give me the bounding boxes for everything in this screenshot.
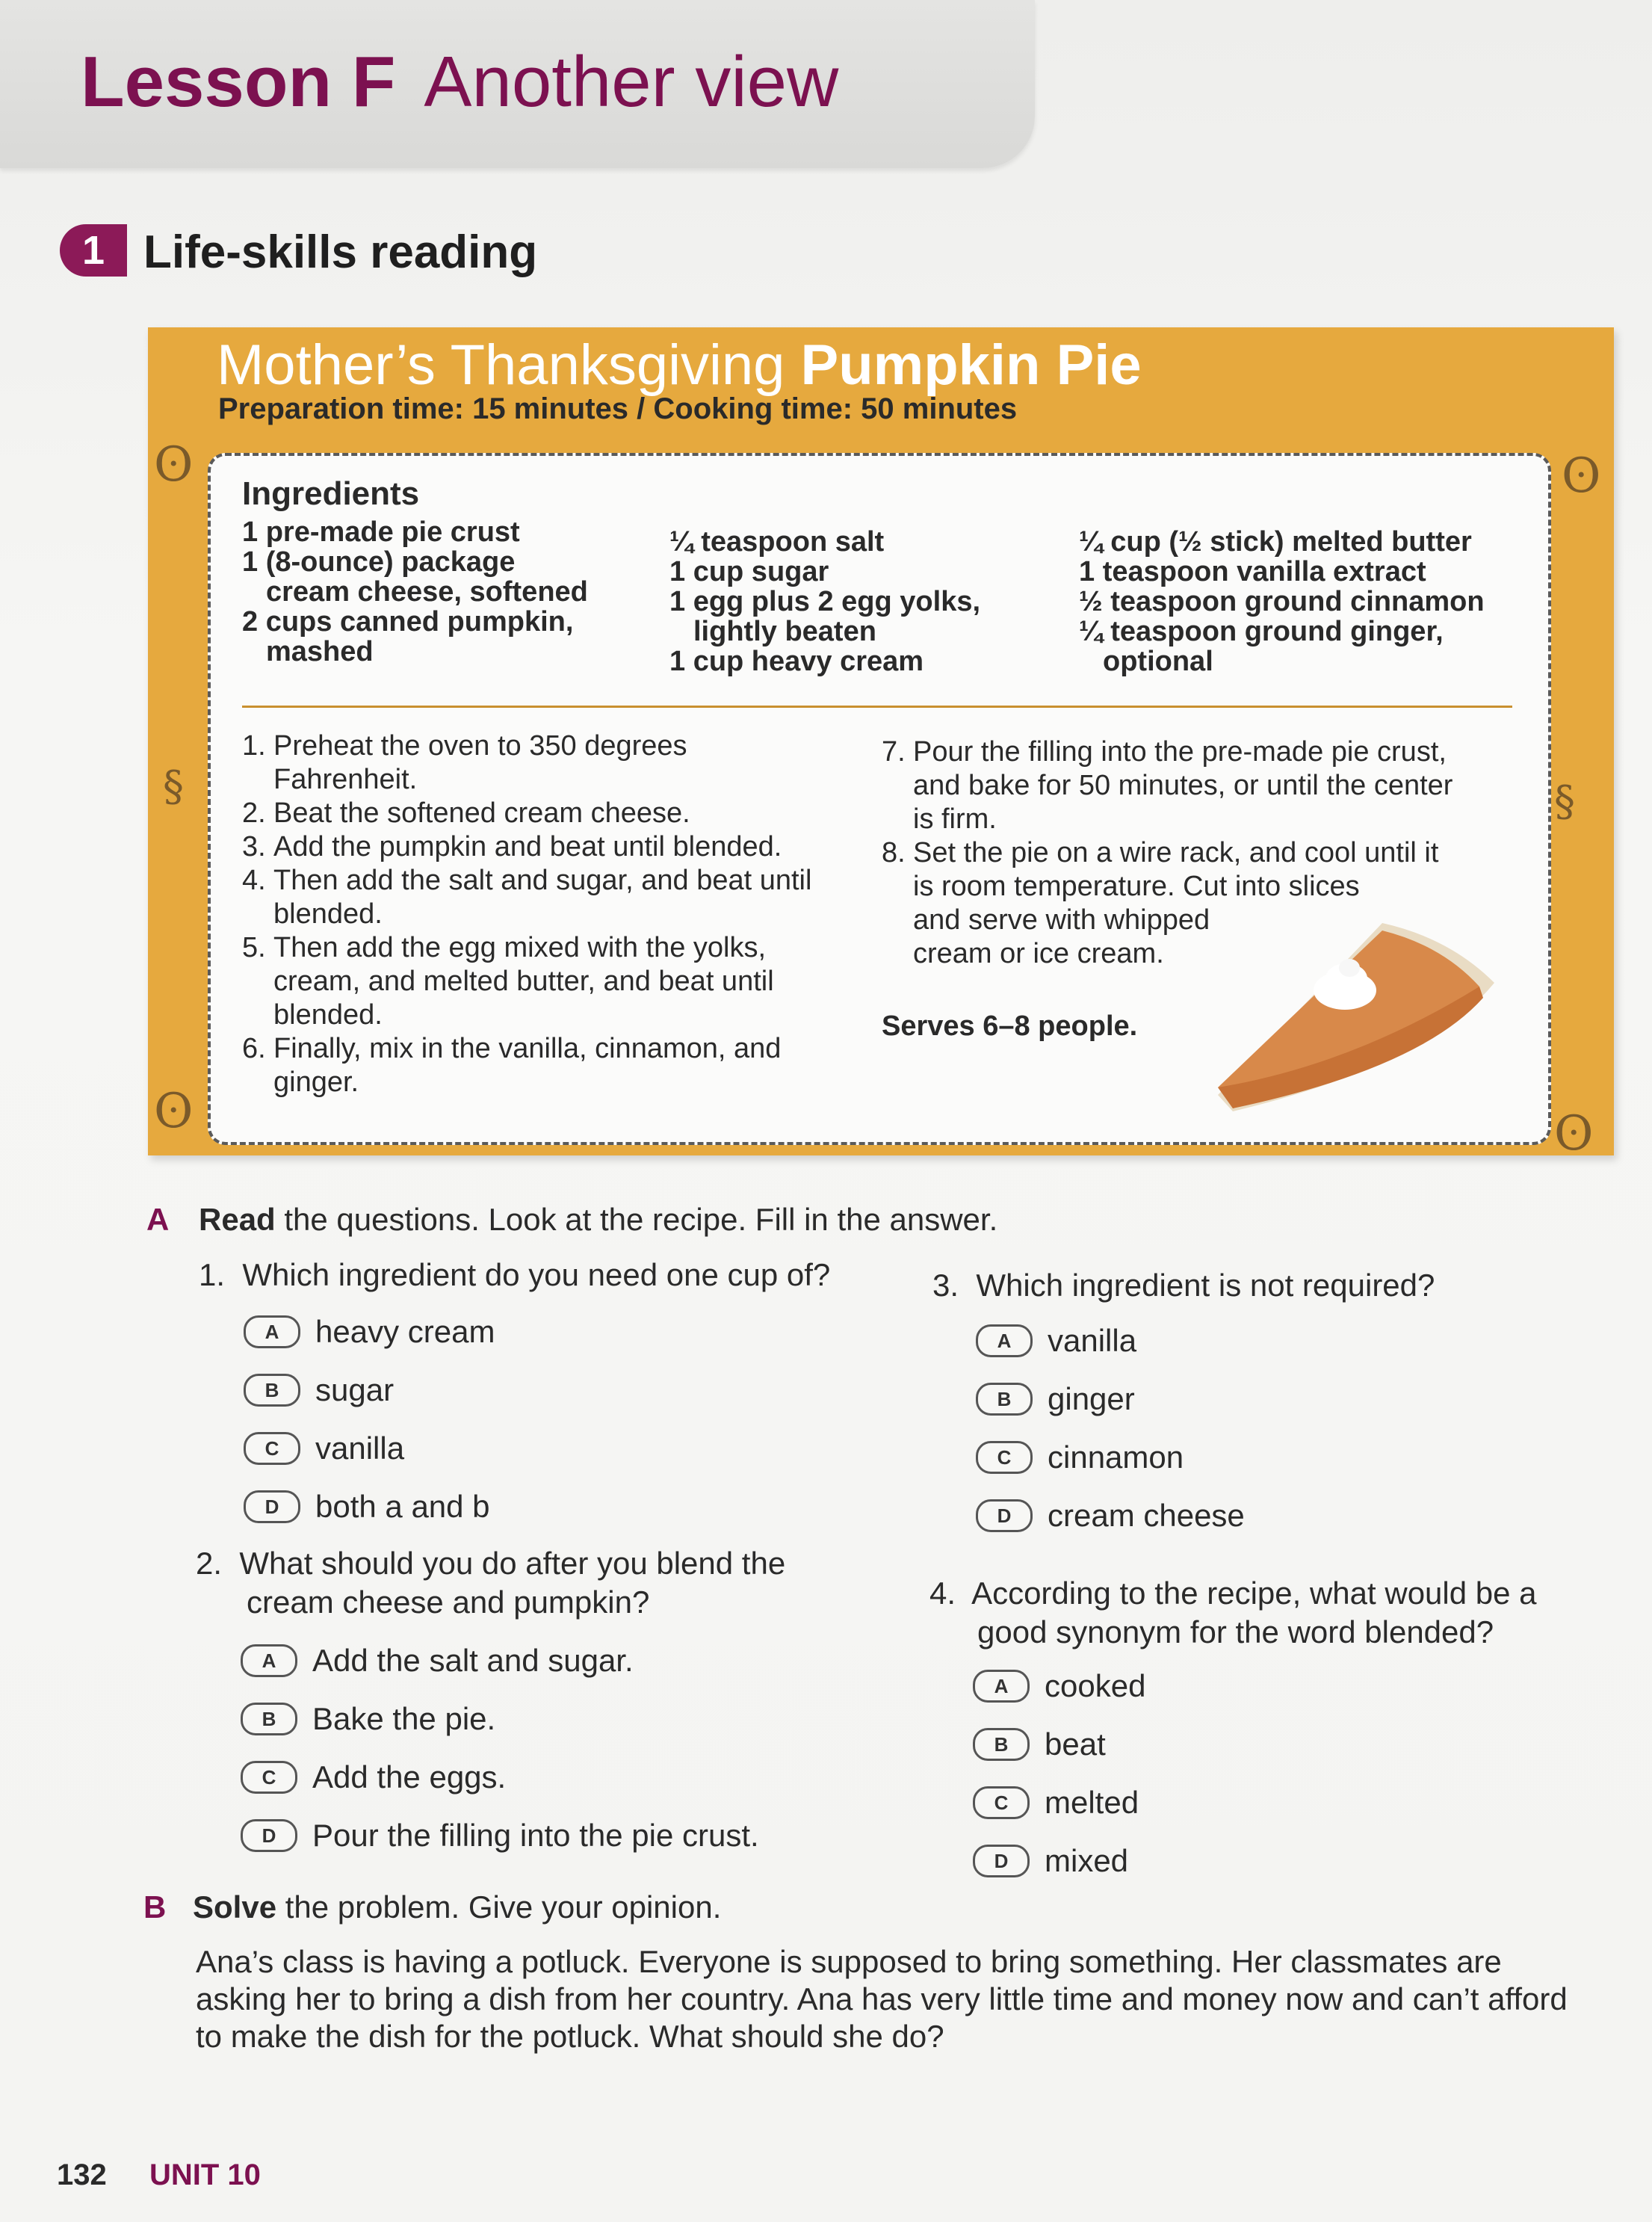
question-number: 4. [929,1576,956,1611]
answer-text: heavy cream [315,1314,495,1349]
scroll-ornament-icon: ʘ [1562,448,1601,504]
step-number: 1. [242,730,266,762]
answer-text: Add the salt and sugar. [312,1643,634,1678]
answer-option[interactable] [244,1314,495,1350]
scroll-ornament-icon: ʘ [154,1084,194,1139]
recipe-title [217,333,1142,398]
ingredient-item: 1 cup heavy cream [669,646,924,677]
answer-bubble[interactable]: A [241,1644,297,1677]
answer-text: cream cheese [1048,1498,1245,1533]
step-line: Finally, mix in the vanilla, cinnamon, and [273,1033,782,1064]
scroll-ornament-icon: ʘ [1554,1106,1594,1161]
answer-option[interactable] [973,1726,1106,1762]
step-line: blended. [273,999,383,1031]
answer-text: sugar [315,1372,395,1407]
answer-bubble[interactable]: C [976,1441,1033,1474]
ingredient-item: ¼ teaspoon ground ginger, [1079,616,1444,647]
exercise-b-paragraph: Ana’s class is having a potluck. Everyone is supposed to bring something. Her classmates are asking her to bring a dish from her country. Ana has very little time and money now and can’t afford to make the dish for the potluck. What should she do? [196,1944,1568,2054]
answer-option[interactable] [244,1431,404,1466]
step-line: ginger. [273,1067,359,1098]
answer-text: vanilla [1048,1323,1137,1358]
answer-text: ginger [1048,1381,1135,1416]
steps-left-column [242,729,885,1099]
ingredient-item: ½ teaspoon ground cinnamon [1079,586,1485,617]
recipe-step [242,931,885,1032]
answer-bubble[interactable]: D [973,1845,1030,1877]
answer-bubble[interactable]: D [241,1819,297,1852]
step-line: Then add the salt and sugar, and beat until [273,865,812,896]
recipe-step [242,1032,885,1099]
recipe-times: Preparation time: 15 minutes / Cooking time: 50 minutes [218,392,1018,425]
recipe-step [242,797,885,830]
ingredient-item: 1 teaspoon vanilla extract [1079,556,1426,587]
answer-text: beat [1045,1726,1106,1762]
answer-bubble[interactable]: B [244,1374,300,1407]
step-line: Add the pumpkin and beat until blended. [273,831,782,862]
answer-bubble[interactable]: C [973,1786,1030,1819]
ingredients-heading: Ingredients [242,475,420,512]
answer-bubble[interactable]: B [241,1703,297,1735]
ingredient-item: 1 (8-ounce) package [242,546,516,578]
exercise-b-instruction [193,1889,721,1925]
answer-text: cooked [1045,1668,1146,1703]
step-number: 4. [242,865,266,896]
ingredients-column-2 [669,527,980,676]
answer-option[interactable] [973,1843,1128,1879]
answer-text: both a and b [315,1489,490,1524]
answer-option[interactable] [241,1818,759,1854]
answer-option[interactable] [976,1498,1245,1534]
question-2 [196,1544,785,1622]
exercise-a-instruction-rest: the questions. Look at the recipe. Fill in the answer. [275,1202,998,1237]
step-text [273,797,690,830]
section-number-badge: 1 [60,224,127,277]
lesson-title [81,41,838,123]
answer-option[interactable] [241,1759,506,1795]
answer-option[interactable] [241,1701,495,1737]
answer-bubble[interactable]: D [976,1499,1033,1532]
section-title: Life-skills reading [143,226,538,278]
answer-text: melted [1045,1785,1139,1820]
step-line: is room temperature. Cut into slices [913,871,1360,902]
ingredient-item: optional [1103,646,1213,677]
question-number: 2. [196,1546,223,1581]
question-text: Which ingredient do you need one cup of? [242,1257,831,1292]
step-text [273,830,782,864]
answer-bubble[interactable]: B [976,1383,1033,1416]
step-line: and bake for 50 minutes, or until the center [913,770,1453,801]
answer-text: vanilla [315,1431,405,1466]
step-number: 3. [242,831,266,862]
ingredient-item: lightly beaten [693,616,876,647]
ingredients-column-3 [1079,527,1485,676]
lesson-subtitle: Another view [424,42,839,122]
answer-bubble[interactable]: A [244,1315,300,1348]
ingredient-item: ¼ cup (½ stick) melted butter [1079,526,1472,558]
answer-option[interactable] [976,1323,1136,1359]
lesson-label: Lesson F [81,42,396,122]
answer-text: Bake the pie. [312,1701,496,1736]
answer-option[interactable] [241,1643,634,1679]
step-line: Preheat the oven to 350 degrees [273,730,687,762]
question-3 [932,1266,1435,1305]
exercise-a-label: A [146,1202,170,1237]
answer-text: cinnamon [1048,1439,1184,1475]
step-line: cream or ice cream. [913,938,1164,969]
recipe-step [242,830,885,864]
exercise-a-instruction [199,1202,997,1238]
recipe-step [242,864,885,931]
question-4 [929,1574,1537,1652]
recipe-title-light: Mother’s Thanksgiving [217,333,785,397]
step-line: Then add the egg mixed with the yolks, [273,932,767,963]
pumpkin-pie-slice-icon [1203,916,1502,1117]
step-text [273,864,811,931]
step-number: 5. [242,932,266,963]
question-number: 1. [199,1257,226,1292]
answer-bubble[interactable]: A [976,1324,1033,1357]
step-number: 2. [242,797,266,829]
answer-bubble[interactable]: C [241,1761,297,1794]
answer-bubble[interactable]: A [973,1670,1030,1703]
ingredient-item: cream cheese, softened [266,576,588,608]
step-line: is firm. [913,803,997,835]
answer-bubble[interactable]: B [973,1728,1030,1761]
recipe-step [882,735,1524,836]
ingredient-item: 2 cups canned pumpkin, [242,606,574,638]
answer-option[interactable] [976,1439,1184,1475]
answer-bubble[interactable]: C [244,1432,300,1465]
ingredient-item: 1 egg plus 2 egg yolks, [669,586,981,617]
step-line: blended. [273,898,383,930]
answer-option[interactable] [973,1668,1145,1704]
exercise-b-instruction-rest: the problem. Give your opinion. [276,1889,722,1925]
question-text: According to the recipe, what would be a [971,1576,1537,1611]
answer-option[interactable] [244,1372,394,1408]
question-number: 3. [932,1268,959,1303]
step-line: and serve with whipped [913,904,1210,936]
ingredient-item: mashed [266,636,374,667]
question-1 [199,1256,830,1294]
exercise-b-instruction-verb: Solve [193,1889,277,1925]
question-text: good synonym for the word blended? [977,1614,1494,1649]
answer-text: Add the eggs. [312,1759,507,1794]
scroll-ornament-icon: § [1554,777,1575,826]
answer-option[interactable] [976,1381,1135,1417]
ingredient-item: ¼ teaspoon salt [669,526,885,558]
step-text [913,735,1453,836]
step-number: 7. [882,736,906,768]
exercise-a-instruction-verb: Read [199,1202,276,1237]
answer-option[interactable] [244,1489,490,1525]
step-text [273,1032,781,1099]
step-line: Pour the filling into the pre-made pie crust, [913,736,1447,768]
exercise-b-label: B [143,1889,167,1925]
step-line: Fahrenheit. [273,764,418,795]
ingredients-column-1 [242,517,588,667]
question-text: cream cheese and pumpkin? [247,1584,650,1620]
answer-bubble[interactable]: D [244,1490,300,1523]
step-line: cream, and melted butter, and beat until [273,966,774,997]
scroll-ornament-icon: ʘ [154,437,194,493]
step-text [273,729,687,797]
serves-note: Serves 6–8 people. [882,1010,1138,1042]
step-line: Set the pie on a wire rack, and cool until it [913,837,1439,868]
answer-text: Pour the filling into the pie crust. [312,1818,759,1853]
ingredient-item: 1 pre-made pie crust [242,516,520,548]
ingredient-item: 1 cup sugar [669,556,829,587]
question-text: Which ingredient is not required? [976,1268,1435,1303]
step-line: Beat the softened cream cheese. [273,797,690,829]
scroll-ornament-icon: § [163,762,184,811]
step-text [273,931,774,1032]
recipe-title-bold: Pumpkin Pie [800,333,1142,397]
question-text: What should you do after you blend the [239,1546,786,1581]
recipe-step [242,729,885,797]
ingredients-divider [242,706,1512,708]
answer-text: mixed [1045,1843,1129,1878]
page-number: 132 [57,2158,107,2191]
step-number: 8. [882,837,906,868]
unit-label: UNIT 10 [149,2158,261,2191]
step-number: 6. [242,1033,266,1064]
answer-option[interactable] [973,1785,1139,1821]
